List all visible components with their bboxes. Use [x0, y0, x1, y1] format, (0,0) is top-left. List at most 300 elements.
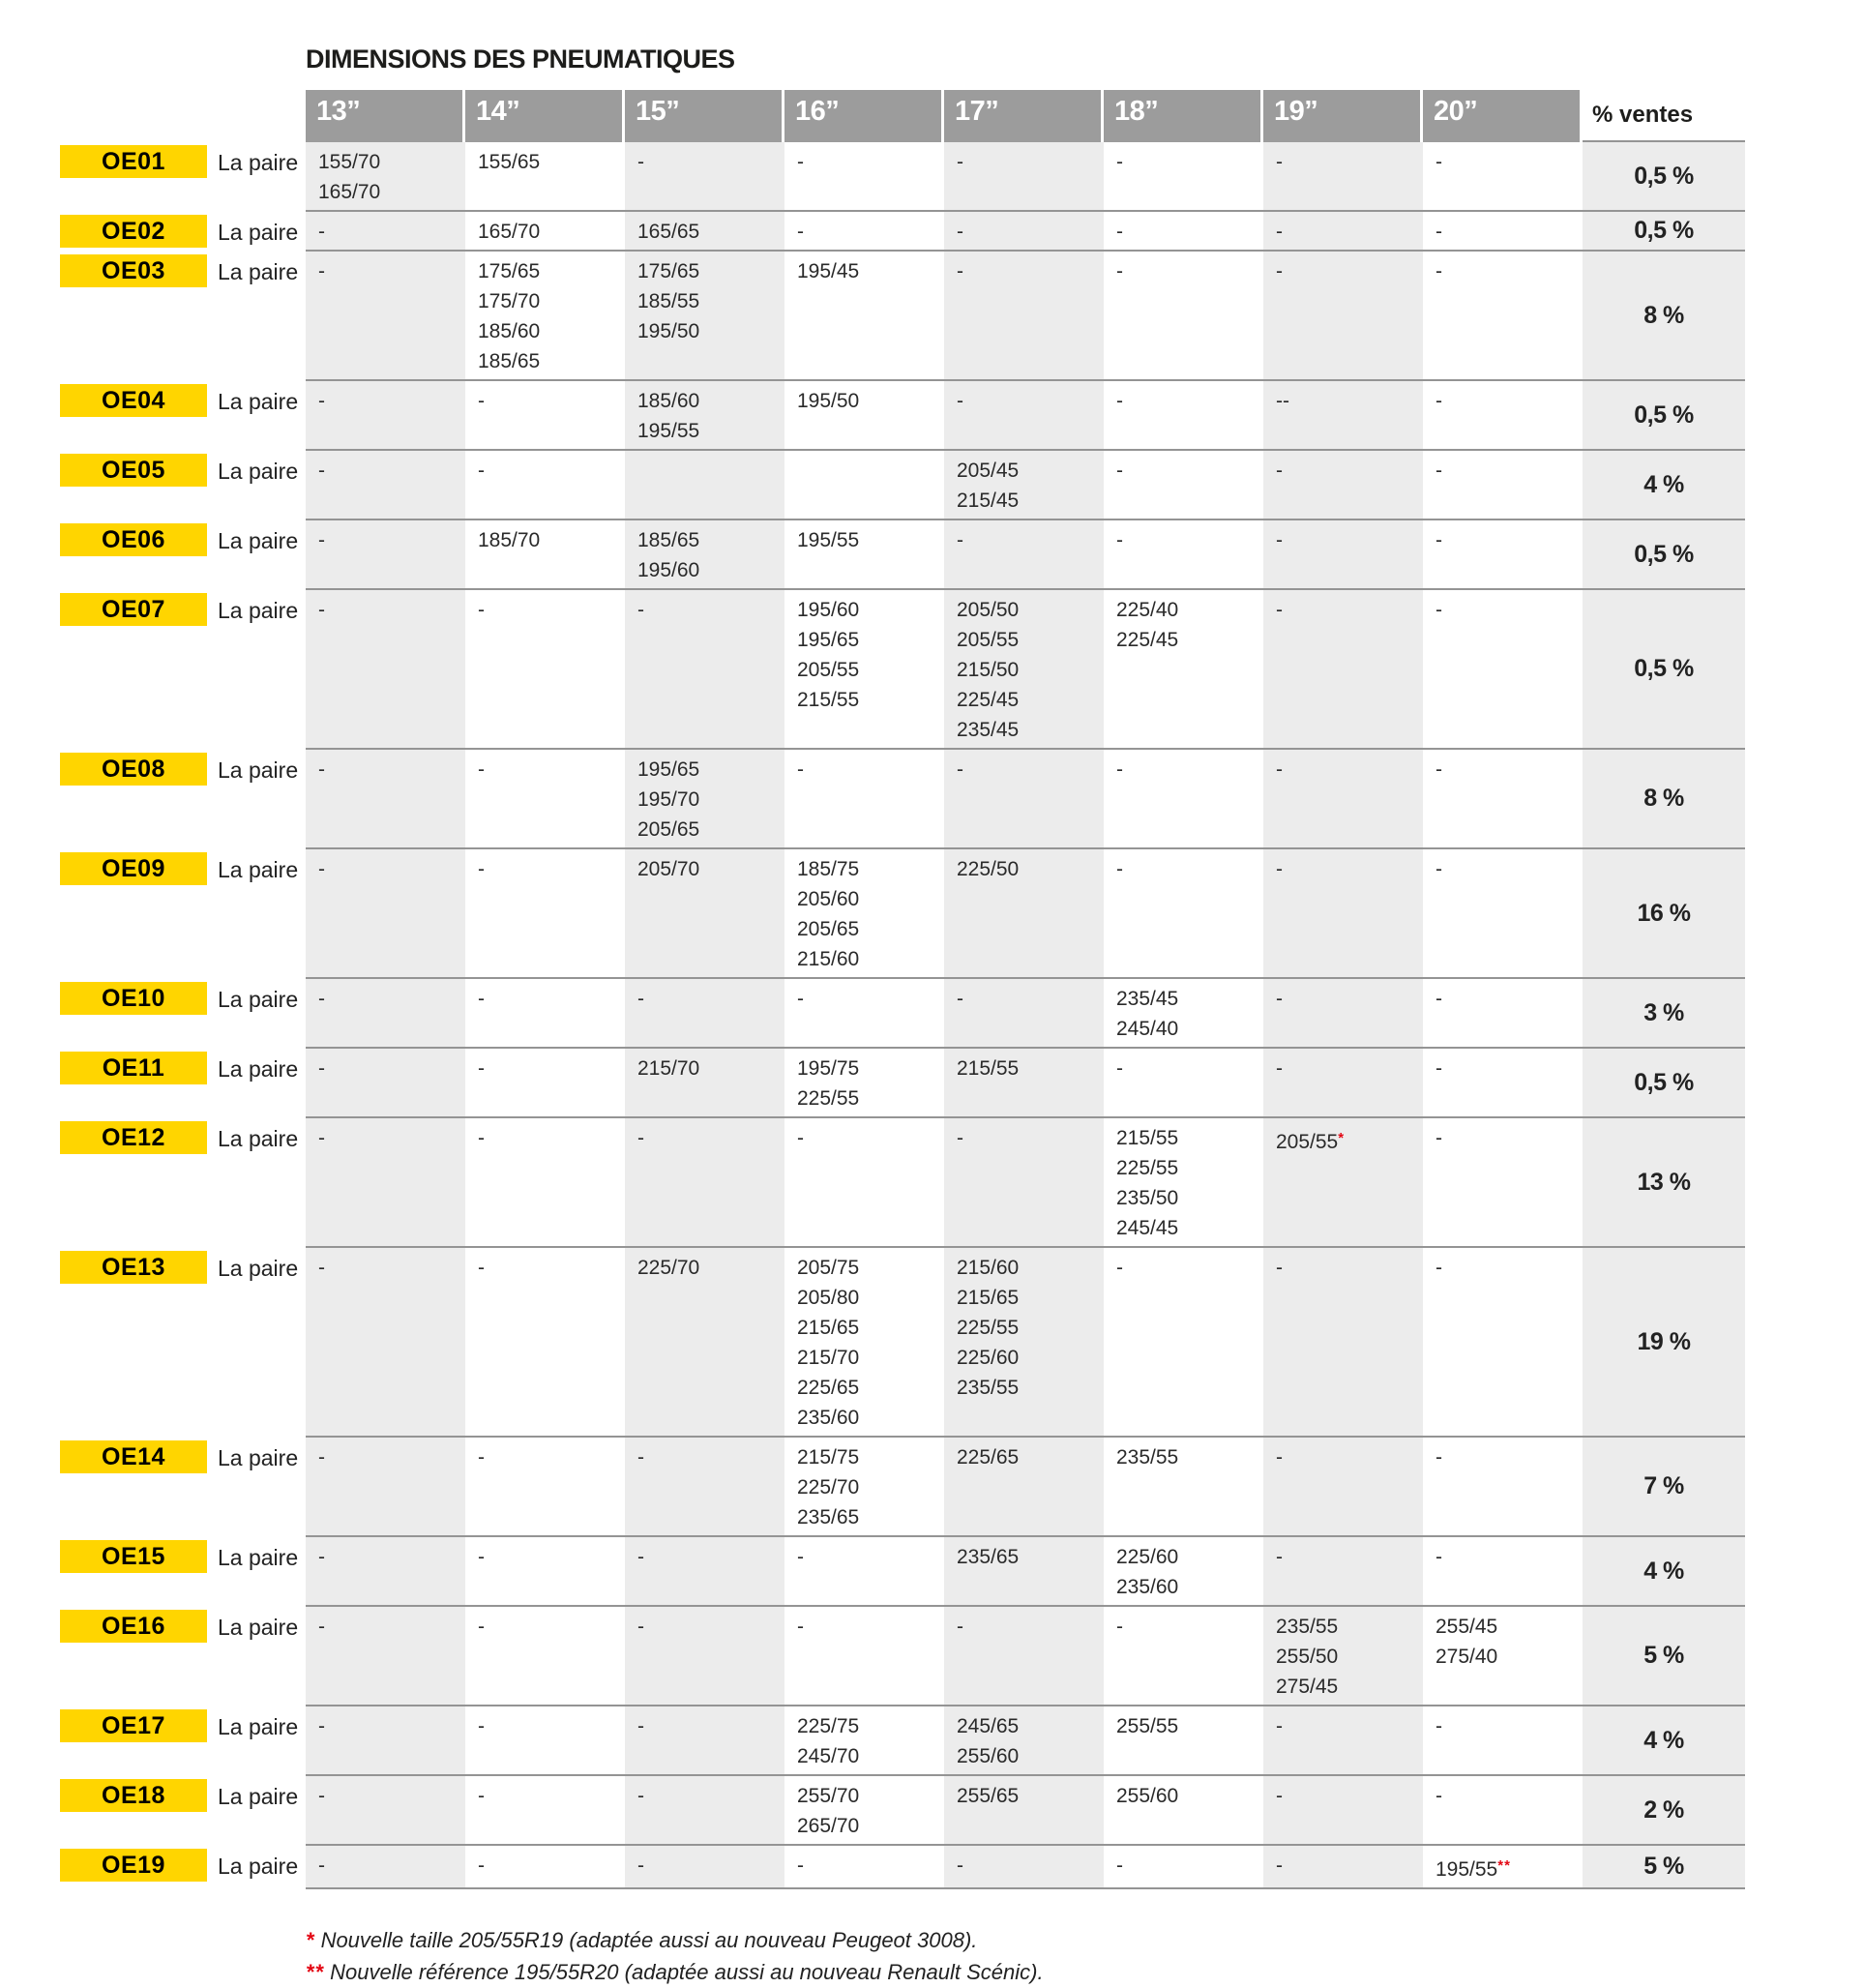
size-cell-15in	[625, 252, 784, 381]
size-value: -	[957, 151, 963, 173]
table-header-row	[60, 90, 1865, 142]
size-value: -	[318, 1785, 325, 1807]
size-value: 245/65	[957, 1715, 1020, 1737]
row-code-badge: OE14	[60, 1440, 207, 1473]
size-cell-16in	[784, 451, 944, 520]
size-cell-17in	[944, 979, 1104, 1049]
size-cell-15in	[625, 1118, 784, 1248]
size-value: 195/70	[637, 788, 700, 811]
size-cell-14in	[465, 381, 625, 451]
row-code-badge: OE02	[60, 215, 207, 248]
size-value: 195/65	[637, 758, 700, 781]
size-value: -	[1436, 1715, 1442, 1737]
size-cell-15in	[625, 1846, 784, 1889]
size-cell-17in	[944, 252, 1104, 381]
pair-label: La paire	[218, 1854, 299, 1879]
size-value: -	[637, 1546, 644, 1568]
size-value: -	[1276, 1854, 1283, 1877]
size-cell-15in	[625, 590, 784, 750]
size-cell-13in	[306, 1706, 465, 1776]
size-cell-19in	[1263, 1537, 1423, 1607]
size-value: 175/65	[478, 260, 541, 282]
size-value: -	[318, 599, 325, 621]
size-value: -	[318, 1715, 325, 1737]
size-cell-18in	[1104, 1248, 1263, 1438]
row-code-badge: OE12	[60, 1121, 207, 1154]
size-cell-16in	[784, 1607, 944, 1706]
sales-percent-cell: 7 %	[1583, 1438, 1745, 1537]
size-cell-18in	[1104, 1706, 1263, 1776]
size-value: 205/50	[957, 599, 1020, 621]
size-cell-16in	[784, 849, 944, 979]
row-code-badge: OE04	[60, 384, 207, 417]
size-column-header-18in: 18”	[1104, 90, 1263, 142]
size-value: -	[318, 758, 325, 781]
row-label-cell	[60, 1776, 306, 1846]
size-cell-16in	[784, 142, 944, 212]
row-label-cell	[60, 252, 306, 381]
size-cell-19in	[1263, 520, 1423, 590]
size-value: -	[1116, 460, 1123, 482]
size-cell-20in	[1423, 750, 1583, 849]
size-cell-20in	[1423, 451, 1583, 520]
size-column-header-17in: 17”	[944, 90, 1104, 142]
table-row	[60, 381, 1865, 451]
size-value: 205/80	[797, 1287, 860, 1309]
pair-label: La paire	[218, 220, 299, 245]
size-value: -	[478, 1785, 485, 1807]
size-value: 205/65	[797, 918, 860, 940]
size-cell-14in	[465, 1248, 625, 1438]
size-cell-15in	[625, 381, 784, 451]
size-cell-18in	[1104, 1607, 1263, 1706]
table-row	[60, 1248, 1865, 1438]
size-value: 235/45	[1116, 988, 1179, 1010]
size-value: -	[478, 758, 485, 781]
size-cell-20in	[1423, 381, 1583, 451]
size-value: -	[637, 1127, 644, 1149]
size-cell-16in	[784, 979, 944, 1049]
size-value: -	[1276, 221, 1283, 243]
table-row	[60, 1049, 1865, 1118]
size-value: 165/65	[637, 221, 700, 243]
table-body	[0, 142, 1865, 1889]
size-value: 185/55	[637, 290, 700, 312]
footnote-marker: *	[306, 1928, 315, 1952]
size-value: -	[1116, 1854, 1123, 1877]
size-cell-16in	[784, 1438, 944, 1537]
size-cell-20in	[1423, 1706, 1583, 1776]
size-value: 215/55	[797, 689, 860, 711]
size-value: 245/40	[1116, 1018, 1179, 1040]
size-value: -	[797, 221, 804, 243]
footnote-line: * Nouvelle taille 205/55R19 (adaptée aussi au nouveau Peugeot 3008).	[306, 1928, 978, 1952]
size-value: -	[1276, 260, 1283, 282]
size-cell-17in	[944, 212, 1104, 252]
size-value: -	[478, 988, 485, 1010]
row-label-cell	[60, 1607, 306, 1706]
size-value: 225/40	[1116, 599, 1179, 621]
size-cell-18in	[1104, 1537, 1263, 1607]
size-cell-19in	[1263, 142, 1423, 212]
size-value: -	[1276, 529, 1283, 551]
size-value: -	[957, 390, 963, 412]
size-value: -	[1436, 529, 1442, 551]
table-row	[60, 451, 1865, 520]
size-cell-13in	[306, 1118, 465, 1248]
size-cell-16in	[784, 520, 944, 590]
size-value: 225/45	[957, 689, 1020, 711]
size-value: 235/55	[1116, 1446, 1179, 1469]
size-value: -	[637, 1854, 644, 1877]
size-cell-17in	[944, 142, 1104, 212]
size-value: 215/75	[797, 1446, 860, 1469]
size-cell-16in	[784, 381, 944, 451]
size-value: 215/55	[1116, 1127, 1179, 1149]
size-value: -	[637, 1715, 644, 1737]
size-cell-13in	[306, 1049, 465, 1118]
size-value: 255/45	[1436, 1616, 1498, 1638]
row-code-badge: OE03	[60, 254, 207, 287]
row-code-badge: OE19	[60, 1849, 207, 1882]
size-value: 255/50	[1276, 1646, 1339, 1668]
size-value: 175/65	[637, 260, 700, 282]
size-value: 185/60	[478, 320, 541, 342]
size-value: -	[797, 1854, 804, 1877]
size-value: 255/70	[797, 1785, 860, 1807]
size-cell-17in	[944, 1049, 1104, 1118]
size-value: -	[957, 1854, 963, 1877]
size-cell-17in	[944, 1776, 1104, 1846]
size-cell-20in	[1423, 520, 1583, 590]
pair-label: La paire	[218, 987, 299, 1012]
size-cell-15in	[625, 142, 784, 212]
size-value: -	[1276, 460, 1283, 482]
size-value: 225/70	[797, 1476, 860, 1498]
size-cell-19in	[1263, 1248, 1423, 1438]
size-value: 225/55	[1116, 1157, 1179, 1179]
size-cell-17in	[944, 1537, 1104, 1607]
page-title: DIMENSIONS DES PNEUMATIQUES	[306, 45, 735, 74]
size-value: -	[957, 260, 963, 282]
size-column-header-19in: 19”	[1263, 90, 1423, 142]
size-cell-14in	[465, 1607, 625, 1706]
size-cell-13in	[306, 1248, 465, 1438]
size-value: -	[478, 1127, 485, 1149]
size-value: -	[1436, 460, 1442, 482]
size-cell-17in	[944, 750, 1104, 849]
size-value: 225/55	[957, 1317, 1020, 1339]
size-cell-16in	[784, 590, 944, 750]
size-value: 225/60	[957, 1347, 1020, 1369]
size-value: 225/75	[797, 1715, 860, 1737]
size-cell-13in	[306, 520, 465, 590]
row-label-cell	[60, 979, 306, 1049]
table-row	[60, 212, 1865, 252]
sales-column-header: % ventes	[1583, 90, 1745, 142]
row-code-badge: OE07	[60, 593, 207, 626]
size-cell-18in	[1104, 849, 1263, 979]
size-value: -	[1436, 599, 1442, 621]
size-cell-20in	[1423, 1118, 1583, 1248]
size-cell-17in	[944, 451, 1104, 520]
size-cell-15in	[625, 1049, 784, 1118]
sales-percent-cell: 0,5 %	[1583, 1049, 1745, 1118]
size-cell-20in	[1423, 142, 1583, 212]
size-cell-18in	[1104, 750, 1263, 849]
pair-label: La paire	[218, 857, 299, 882]
footnote-line: ** Nouvelle référence 195/55R20 (adaptée aussi au nouveau Renault Scénic).	[306, 1960, 1044, 1984]
size-value: -	[637, 988, 644, 1010]
size-value: 235/60	[1116, 1576, 1179, 1598]
size-value: -	[1276, 151, 1283, 173]
size-value: -	[1276, 988, 1283, 1010]
size-value: 235/50	[1116, 1187, 1179, 1209]
size-cell-16in	[784, 1118, 944, 1248]
size-cell-18in	[1104, 142, 1263, 212]
size-value: -	[1276, 858, 1283, 880]
size-value: -	[1276, 1546, 1283, 1568]
size-value: -	[1276, 599, 1283, 621]
row-code-badge: OE17	[60, 1709, 207, 1742]
table-row	[60, 979, 1865, 1049]
size-value: 195/45	[797, 260, 860, 282]
size-cell-17in	[944, 381, 1104, 451]
size-value: 215/60	[797, 948, 860, 970]
size-value: -	[478, 1546, 485, 1568]
size-cell-17in	[944, 1706, 1104, 1776]
row-label-cell	[60, 1248, 306, 1438]
size-value: -	[637, 599, 644, 621]
size-value: -	[1116, 758, 1123, 781]
header-spacer	[60, 90, 306, 142]
table-row	[60, 1118, 1865, 1248]
size-value: -	[1436, 1446, 1442, 1469]
size-cell-20in	[1423, 212, 1583, 252]
size-cell-15in	[625, 1438, 784, 1537]
row-code-badge: OE10	[60, 982, 207, 1015]
size-value: -	[478, 1257, 485, 1279]
size-cell-19in	[1263, 1846, 1423, 1889]
size-column-header-20in: 20”	[1423, 90, 1583, 142]
row-code-badge: OE16	[60, 1610, 207, 1643]
size-value: -	[318, 260, 325, 282]
sales-percent-cell: 4 %	[1583, 451, 1745, 520]
row-label-cell	[60, 1706, 306, 1776]
size-value: -	[1116, 390, 1123, 412]
size-value: -	[478, 1057, 485, 1080]
size-value: 255/60	[1116, 1785, 1179, 1807]
size-value: 215/65	[797, 1317, 860, 1339]
size-value: 225/60	[1116, 1546, 1179, 1568]
size-value: 205/55*	[1276, 1130, 1346, 1153]
size-value: -	[957, 221, 963, 243]
size-value: -	[957, 1616, 963, 1638]
size-value: -	[1116, 1057, 1123, 1080]
size-cell-14in	[465, 849, 625, 979]
size-value: 215/60	[957, 1257, 1020, 1279]
size-cell-16in	[784, 750, 944, 849]
pair-label: La paire	[218, 1784, 299, 1809]
size-cell-15in	[625, 451, 784, 520]
size-cell-16in	[784, 1776, 944, 1846]
size-value: -	[1116, 1616, 1123, 1638]
row-label-cell	[60, 520, 306, 590]
size-cell-13in	[306, 750, 465, 849]
size-value: 215/45	[957, 490, 1020, 512]
row-code-badge: OE11	[60, 1052, 207, 1084]
size-column-header-14in: 14”	[465, 90, 625, 142]
size-cell-13in	[306, 979, 465, 1049]
size-value: -	[318, 1854, 325, 1877]
size-cell-18in	[1104, 520, 1263, 590]
pair-label: La paire	[218, 1126, 299, 1151]
size-value: -	[1436, 858, 1442, 880]
size-value: 235/60	[797, 1407, 860, 1429]
size-value: -	[1276, 1715, 1283, 1737]
size-value: -	[478, 1616, 485, 1638]
row-label-cell	[60, 1537, 306, 1607]
size-cell-19in	[1263, 381, 1423, 451]
row-label-cell	[60, 1438, 306, 1537]
size-cell-19in	[1263, 979, 1423, 1049]
size-value: 205/65	[637, 818, 700, 841]
size-cell-20in	[1423, 1248, 1583, 1438]
size-value: -	[637, 1616, 644, 1638]
pair-label: La paire	[218, 1615, 299, 1640]
pair-label: La paire	[218, 150, 299, 175]
size-value: -	[1436, 390, 1442, 412]
row-code-badge: OE01	[60, 145, 207, 178]
size-value: 205/55	[797, 659, 860, 681]
size-value: -	[478, 1715, 485, 1737]
size-value: -	[1436, 1257, 1442, 1279]
size-cell-20in	[1423, 1607, 1583, 1706]
pair-label: La paire	[218, 259, 299, 284]
size-value: -	[318, 1127, 325, 1149]
row-label-cell	[60, 381, 306, 451]
size-cell-15in	[625, 1706, 784, 1776]
footnote-marker: **	[1497, 1857, 1511, 1874]
row-label-cell	[60, 849, 306, 979]
size-value: 255/65	[957, 1785, 1020, 1807]
size-cell-18in	[1104, 1846, 1263, 1889]
size-value: -	[478, 599, 485, 621]
size-value: 205/55	[957, 629, 1020, 651]
size-value: 185/60	[637, 390, 700, 412]
size-cell-14in	[465, 520, 625, 590]
size-value: 155/65	[478, 151, 541, 173]
size-cell-13in	[306, 590, 465, 750]
size-value: -	[637, 1446, 644, 1469]
sales-percent-cell: 0,5 %	[1583, 520, 1745, 590]
size-value: 165/70	[478, 221, 541, 243]
size-cell-15in	[625, 1607, 784, 1706]
row-code-badge: OE13	[60, 1251, 207, 1284]
table-row	[60, 142, 1865, 212]
size-value: -	[797, 758, 804, 781]
size-value: -	[1436, 988, 1442, 1010]
size-value: -	[1276, 1257, 1283, 1279]
size-value: 155/70	[318, 151, 381, 173]
size-column-header-16in: 16”	[784, 90, 944, 142]
size-cell-19in	[1263, 1049, 1423, 1118]
size-cell-15in	[625, 1248, 784, 1438]
table-row	[60, 520, 1865, 590]
table-row	[60, 849, 1865, 979]
size-cell-13in	[306, 212, 465, 252]
size-cell-14in	[465, 1706, 625, 1776]
row-label-cell	[60, 590, 306, 750]
size-value: -	[318, 1616, 325, 1638]
size-value: -	[318, 988, 325, 1010]
size-value: -	[1436, 1546, 1442, 1568]
sales-percent-cell: 0,5 %	[1583, 381, 1745, 451]
size-value: 235/55	[957, 1377, 1020, 1399]
size-cell-15in	[625, 1537, 784, 1607]
pair-label: La paire	[218, 598, 299, 623]
size-value: 245/45	[1116, 1217, 1179, 1239]
size-cell-17in	[944, 1438, 1104, 1537]
size-cell-16in	[784, 252, 944, 381]
size-value: -	[1116, 260, 1123, 282]
size-value: -	[478, 858, 485, 880]
size-value: 255/60	[957, 1745, 1020, 1767]
size-value: -	[478, 460, 485, 482]
size-cell-15in	[625, 849, 784, 979]
size-value: 245/70	[797, 1745, 860, 1767]
size-cell-20in	[1423, 1776, 1583, 1846]
size-cell-20in	[1423, 849, 1583, 979]
size-value: 195/50	[637, 320, 700, 342]
size-value: -	[637, 151, 644, 173]
size-value: 195/55**	[1436, 1857, 1511, 1881]
size-value: -	[318, 858, 325, 880]
size-cell-16in	[784, 212, 944, 252]
sales-percent-cell: 2 %	[1583, 1776, 1745, 1846]
table-row	[60, 252, 1865, 381]
size-value: 215/65	[957, 1287, 1020, 1309]
size-cell-17in	[944, 1118, 1104, 1248]
table-row	[60, 750, 1865, 849]
table-row	[60, 590, 1865, 750]
size-cell-18in	[1104, 212, 1263, 252]
size-cell-13in	[306, 1537, 465, 1607]
row-code-badge: OE08	[60, 753, 207, 786]
size-cell-16in	[784, 1846, 944, 1889]
pair-label: La paire	[218, 1545, 299, 1570]
size-cell-18in	[1104, 381, 1263, 451]
tire-dimensions-table	[0, 90, 1865, 1889]
size-value: -	[1116, 151, 1123, 173]
size-value: -	[797, 1127, 804, 1149]
size-value: 225/65	[957, 1446, 1020, 1469]
size-value: 215/70	[797, 1347, 860, 1369]
size-cell-20in	[1423, 590, 1583, 750]
size-value: -	[318, 1446, 325, 1469]
size-cell-13in	[306, 1438, 465, 1537]
size-cell-19in	[1263, 1607, 1423, 1706]
size-value: 215/70	[637, 1057, 700, 1080]
table-row	[60, 1607, 1865, 1706]
size-value: -	[1276, 1785, 1283, 1807]
size-value: 185/70	[478, 529, 541, 551]
size-cell-20in	[1423, 252, 1583, 381]
size-cell-15in	[625, 1776, 784, 1846]
size-value: -	[797, 988, 804, 1010]
size-cell-20in	[1423, 1846, 1583, 1889]
size-cell-17in	[944, 1846, 1104, 1889]
